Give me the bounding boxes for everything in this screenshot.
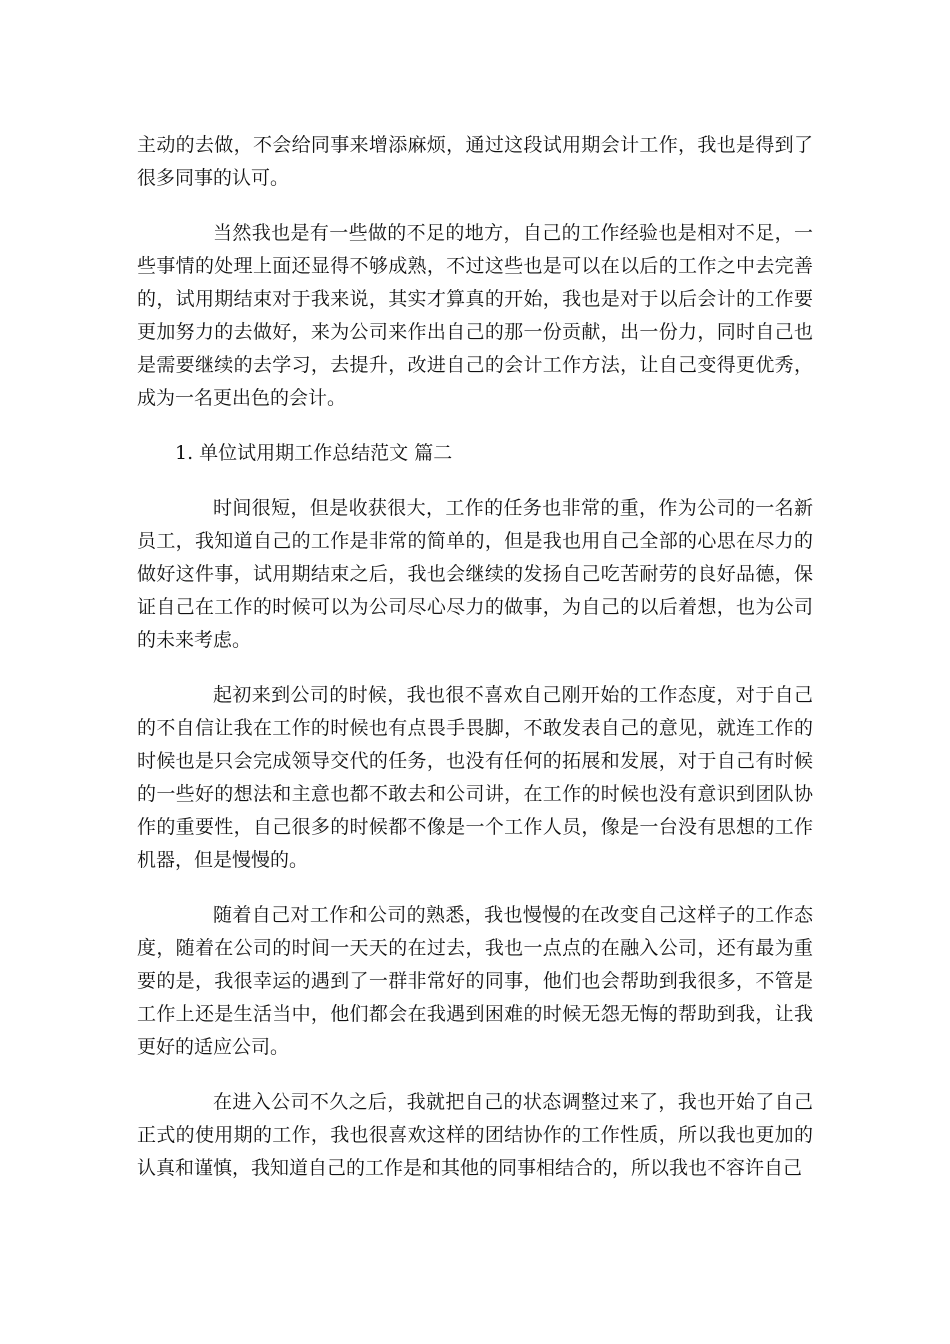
paragraph-continuation: 主动的去做，不会给同事来增添麻烦，通过这段试用期会计工作，我也是得到了很多同事的认可。 bbox=[137, 134, 813, 189]
paragraph-shortcomings: 当然我也是有一些做的不足的地方，自己的工作经验也是相对不足，一些事情的处理上面还显得不够成熟，不过这些也是可以在以后的工作之中去完善的，试用期结束对于我来说，其实才算真的开始，我也是对于以后会计的工作要更加努力的去做好，来为公司来作出自己的那一份贡献，出一份力，同时自己也是需要继续的去学习，去提升，改进自己的会计工作方法，让自己变得更优秀，成为一名更出色的会计。 bbox=[137, 222, 813, 409]
paragraph-beginning: 起初来到公司的时候，我也很不喜欢自己刚开始的工作态度，对于自己的不自信让我在工作的时候也有点畏手畏脚，不敢发表自己的意见，就连工作的时候也是只会完成领导交代的任务，也没有任何的拓展和发展，对于自己有时候的一些好的想法和主意也都不敢去和公司讲，在工作的时候也没有意识到团队协作的重要性，自己很多的时候都不像是一个工作人员，像是一台没有思想的工作机器，但是慢慢的。 bbox=[137, 684, 813, 871]
section-heading: 1. 单位试用期工作总结范文 篇二 bbox=[175, 442, 453, 464]
paragraph-adjustment: 在进入公司不久之后，我就把自己的状态调整过来了，我也开始了自己正式的使用期的工作，我也很喜欢这样的团结协作的工作性质，所以我也更加的认真和谨慎，我知道自己的工作是和其他的同事相结合的，所以我也不容许自己 bbox=[137, 1091, 813, 1179]
paragraph-short-time: 时间很短，但是收获很大，工作的任务也非常的重，作为公司的一名新员工，我知道自己的工作是非常的简单的，但是我也用自己全部的心思在尽力的做好这件事，试用期结束之后，我也会继续的发扬自己吃苦耐劳的良好品德，保证自己在工作的时候可以为公司尽心尽力的做事，为自己的以后着想，也为公司的未来考虑。 bbox=[137, 497, 813, 651]
document-body bbox=[137, 129, 813, 1207]
paragraph-familiarity: 随着自己对工作和公司的熟悉，我也慢慢的在改变自己这样子的工作态度，随着在公司的时间一天天的在过去，我也一点点的在融入公司，还有最为重要的是，我很幸运的遇到了一群非常好的同事，他们也会帮助到我很多，不管是工作上还是生活当中，他们都会在我遇到困难的时候无怨无悔的帮助到我，让我更好的适应公司。 bbox=[137, 904, 813, 1058]
